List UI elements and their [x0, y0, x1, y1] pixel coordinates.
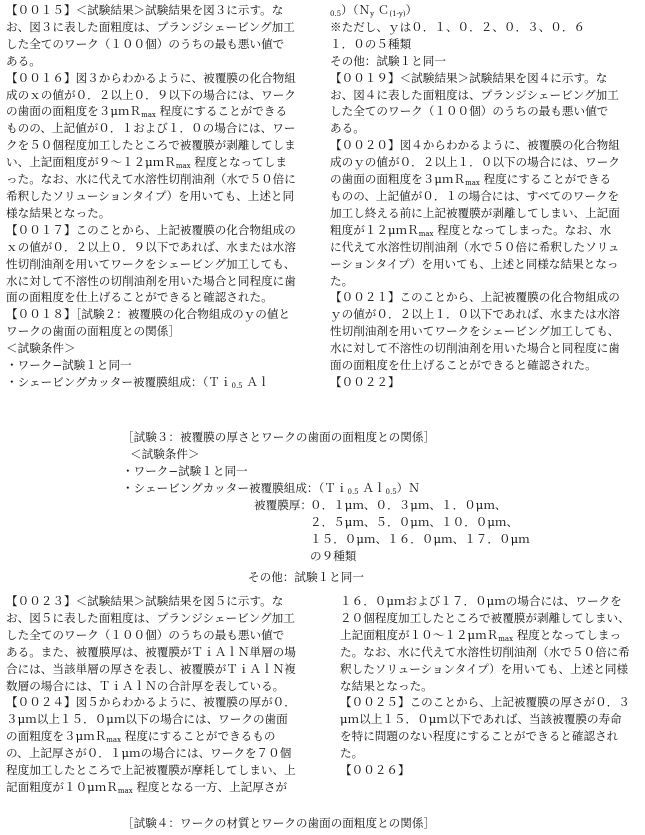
text-line: した全てのワーク（１００個）のうちの最も悪い値で	[6, 627, 285, 642]
text-line: ＜試験条件＞	[6, 341, 76, 356]
text-line: 釈したソリューションタイプ）を用いても、上述と同様	[340, 661, 629, 676]
text-line: 程度加工したところで上記被覆膜が摩耗してしまい、上	[6, 763, 296, 778]
test3-thickness-line: の９種類	[310, 549, 357, 563]
text-line: の歯面の面粗度を３μｍＲ$_{max}$ 程度にすることができる	[6, 104, 288, 120]
test3-other: その他：試験１と同一	[248, 570, 364, 584]
test3-workpiece: ・ワーク−試験１と同一	[122, 464, 248, 478]
text-line: その他：試験１と同一	[330, 53, 446, 68]
text-line: 性切削油剤を用いてワークをシェービング加工しても、	[330, 324, 620, 339]
bottom-left-column	[6, 593, 316, 796]
test3-thickness-line: ２．５μｍ、５．０μｍ、１０．０μｍ、	[310, 515, 519, 529]
text-line: 【００２３】＜試験結果＞試験結果を図５に示す。な	[6, 594, 284, 608]
text-line: 【００２０】図４からわかるように、被覆膜の化合物組	[330, 138, 620, 153]
text-line: 様な結果となった。	[6, 205, 111, 220]
test3-thickness-label: 被覆膜厚：	[254, 498, 312, 512]
test3-conditions: ＜試験条件＞	[130, 447, 200, 461]
text-line: 性切削油剤を用いてワークをシェービング加工しても、	[6, 256, 296, 271]
test3-coating: ・シェービングカッター被覆膜組成：（Ｔｉ$_{0.5}$ Ａｌ$_{0.5}$）Ｎ	[122, 481, 420, 496]
test4-heading: ［試験４：ワークの材質とワークの歯面の面粗度との関係］	[122, 816, 436, 830]
text-line: い、上記面粗度が９〜１２μｍＲ$_{max}$ 程度となってしま	[6, 155, 288, 171]
text-line: １６．０μｍおよび１７．０μｍの場合には、ワークを	[340, 594, 622, 608]
text-line: お、図４に表した面粗度は、プランジシェービング加工	[330, 87, 619, 102]
text-line: 成のｙの値が０．２以上１．０以下の場合には、ワーク	[330, 155, 620, 170]
text-line: 【００１５】＜試験結果＞試験結果を図３に示す。な	[6, 3, 284, 17]
text-line: ２０個程度加工したところで被覆膜が剥離してしまい、	[340, 610, 630, 625]
text-line: 【００１９】＜試験結果＞試験結果を図４に示す。な	[330, 70, 608, 85]
text-line: ワークの歯面の面粗度との関係］	[6, 324, 180, 339]
text-line: 上記面粗度が１０〜１２μｍＲ$_{max}$ 程度となってしまっ	[340, 627, 622, 643]
text-line: ある。また、被覆膜厚は、被覆膜がＴｉＡｌＮ単層の場	[6, 644, 296, 659]
text-line: 【００２１】このことから、上記被覆膜の化合物組成の	[330, 290, 620, 305]
text-line: ｙの値が０．２以上１．０以下であれば、水または水溶	[330, 307, 620, 322]
text-line: に代えて水溶性切削油剤（水で５０倍に希釈したソリュ	[330, 239, 620, 254]
text-line: 面の面粗度を仕上げることができると確認された。	[330, 358, 597, 373]
text-line: た。	[340, 746, 364, 761]
text-line: ある。	[6, 53, 41, 68]
text-line: ーションタイプ）を用いても、上述と同様な結果となっ	[330, 256, 619, 271]
text-line: 【００１７】このことから、上記被覆膜の化合物組成の	[6, 222, 296, 237]
text-line: お、図５に表した面粗度は、プランジシェービング加工	[6, 610, 295, 625]
text-line: 【００２６】	[340, 763, 410, 778]
text-line: ３μｍ以上１５．０μｍ以下の場合には、ワークの歯面	[6, 712, 288, 727]
text-line: ものの、上記値が０．１の場合には、すべてのワークを	[330, 188, 620, 203]
test3-heading: ［試験３：被覆膜の厚さとワークの歯面の面粗度との関係］	[122, 430, 436, 444]
text-line: の、上記厚さが０．１μｍの場合には、ワークを７０個	[6, 746, 292, 761]
text-line: 成のｘの値が０．２以上０．９以下の場合には、ワーク	[6, 87, 296, 102]
text-line: 水に対して不溶性の切削油剤を用いた場合と同程度に歯	[330, 341, 620, 356]
test3-thickness-line: １５．０μｍ、１６．０μｍ、１７．０μｍ	[310, 532, 530, 546]
text-line: た。なお、水に代えて水溶性切削油剤（水で５０倍に希	[340, 644, 630, 659]
text-line: 【００１６】図３からわかるように、被覆膜の化合物組	[6, 70, 296, 85]
test3-thickness-line: ０．１μｍ、０．３μｍ、１．０μｍ、	[310, 498, 507, 512]
text-line: ・ワーク−試験１と同一	[6, 358, 132, 373]
text-line: ｘの値が０．２以上０．９以下であれば、水または水溶	[6, 239, 296, 254]
text-line: した全てのワーク（１００個）のうちの最も悪い値で	[6, 36, 285, 51]
text-line: ものの、上記値が０．１および１．０の場合には、ワー	[6, 121, 296, 136]
text-line: を特に問題のない程度にすることができると確認され	[340, 729, 619, 744]
top-right-column	[330, 2, 642, 391]
text-line: の面粗度を３μｍＲ$_{max}$ 程度にすることができるもの	[6, 729, 276, 745]
text-line: 【００２２】	[330, 374, 400, 389]
text-line: クを５０個程度加工したところで被覆膜が剥離してしま	[6, 138, 296, 153]
text-line: １．０の５種類	[330, 36, 412, 51]
text-line: な結果となった。	[340, 678, 433, 693]
text-line: 合には、当該単層の厚さを表し、被覆膜がＴｉＡｌＮ複	[6, 661, 296, 676]
text-line: お、図３に表した面粗度は、プランジシェービング加工	[6, 19, 295, 34]
text-line: った。なお、水に代えて水溶性切削油剤（水で５０倍に	[6, 172, 296, 187]
text-line: 加工し終える前に上記被覆膜が剥離してしまい、上記面	[330, 205, 620, 220]
text-line: ・シェービングカッター被覆膜組成：（Ｔｉ$_{0.5}$ Ａｌ	[6, 374, 270, 390]
text-line: した全てのワーク（１００個）のうちの最も悪い値で	[330, 104, 609, 119]
text-line: 希釈したソリューションタイプ）を用いても、上述と同	[6, 188, 295, 203]
text-line: ※ただし、ｙは０．１、０．２、０．３、０．６	[330, 19, 586, 34]
bottom-right-column	[340, 593, 642, 779]
text-line: の歯面の面粗度を３μｍＲ$_{max}$ 程度にすることができる	[330, 172, 612, 188]
text-line: $_{0.5}$）（Ｎ$_y$ Ｃ$_{(1-y)}$）	[330, 3, 418, 18]
text-line: ある。	[330, 121, 365, 136]
text-line: 【００２４】図５からわかるように、被覆膜の厚が０．	[6, 695, 296, 710]
text-line: μｍ以上１５．０μｍ以下であれば、当該被覆膜の寿命	[340, 712, 622, 727]
text-line: 水に対して不溶性の切削油剤を用いた場合と同程度に歯	[6, 273, 296, 288]
text-line: た。	[330, 273, 354, 288]
text-line: 粗度が１２μｍＲ$_{max}$ 程度となってしまった。なお、水	[330, 222, 612, 238]
text-line: 数層の場合には、ＴｉＡｌＮの合計厚を表している。	[6, 678, 285, 693]
top-left-column	[6, 2, 316, 391]
text-line: 【００１８】［試験２：被覆膜の化合物組成のｙの値と	[6, 307, 291, 322]
text-line: 面の面粗度を仕上げることができると確認された。	[6, 290, 273, 305]
text-line: 記面粗度が１０μｍＲ$_{max}$ 程度となる一方、上記厚さが	[6, 779, 288, 795]
text-line: 【００２５】このことから、上記被覆膜の厚さが０．３	[340, 695, 630, 710]
